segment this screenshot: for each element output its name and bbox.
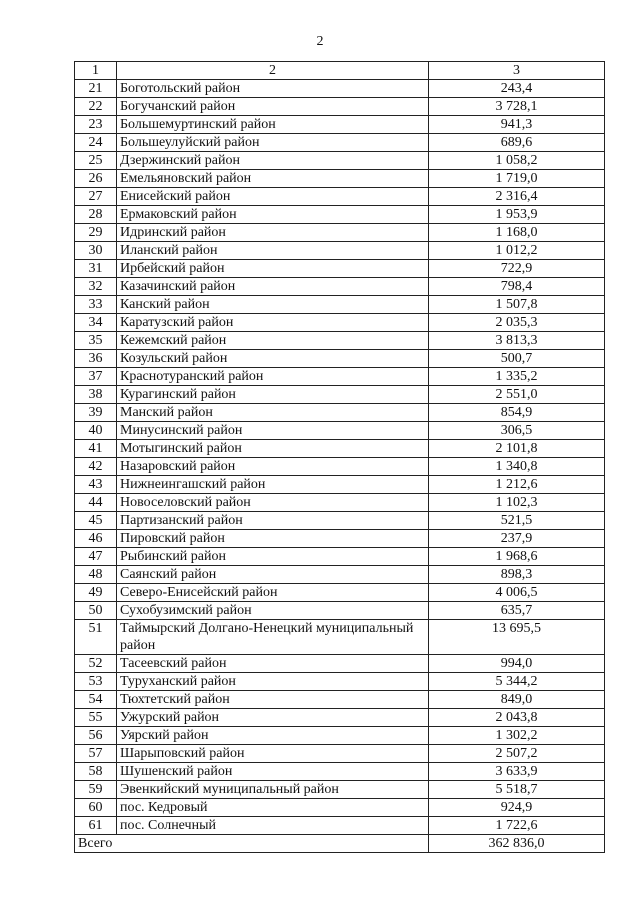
row-value: 849,0 [429, 691, 605, 709]
table-row [75, 458, 605, 476]
row-number: 25 [75, 152, 117, 170]
row-name: Канский район [117, 296, 429, 314]
row-number: 41 [75, 440, 117, 458]
row-value: 1 968,6 [429, 548, 605, 566]
row-name: пос. Солнечный [117, 817, 429, 835]
row-number: 60 [75, 799, 117, 817]
row-name: Шарыповский район [117, 745, 429, 763]
table-row [75, 242, 605, 260]
row-value: 2 043,8 [429, 709, 605, 727]
header-row [75, 62, 605, 80]
row-value: 521,5 [429, 512, 605, 530]
table-row [75, 332, 605, 350]
row-value: 1 722,6 [429, 817, 605, 835]
row-name: Назаровский район [117, 458, 429, 476]
row-value: 237,9 [429, 530, 605, 548]
row-value: 722,9 [429, 260, 605, 278]
row-number: 22 [75, 98, 117, 116]
row-value: 924,9 [429, 799, 605, 817]
row-number: 42 [75, 458, 117, 476]
table-row [75, 152, 605, 170]
row-number: 24 [75, 134, 117, 152]
table-row [75, 530, 605, 548]
row-name: Партизанский район [117, 512, 429, 530]
row-name: Большеулуйский район [117, 134, 429, 152]
row-number: 34 [75, 314, 117, 332]
table-row [75, 727, 605, 745]
row-name: Кежемский район [117, 332, 429, 350]
row-name: Новоселовский район [117, 494, 429, 512]
row-value: 13 695,5 [429, 620, 605, 655]
row-number: 50 [75, 602, 117, 620]
table-row [75, 170, 605, 188]
row-number: 52 [75, 655, 117, 673]
header-col-3: 3 [429, 62, 605, 80]
row-name: Туруханский район [117, 673, 429, 691]
row-value: 2 551,0 [429, 386, 605, 404]
row-number: 51 [75, 620, 117, 655]
row-number: 32 [75, 278, 117, 296]
row-name: Иланский район [117, 242, 429, 260]
table-row [75, 98, 605, 116]
row-value: 3 813,3 [429, 332, 605, 350]
total-row [75, 835, 605, 853]
row-name: Краснотуранский район [117, 368, 429, 386]
table-row [75, 440, 605, 458]
row-value: 1 335,2 [429, 368, 605, 386]
row-name: Нижнеингашский район [117, 476, 429, 494]
row-number: 36 [75, 350, 117, 368]
table-row [75, 781, 605, 799]
row-number: 23 [75, 116, 117, 134]
row-name: Пировский район [117, 530, 429, 548]
table-row [75, 350, 605, 368]
row-name: Курагинский район [117, 386, 429, 404]
row-number: 39 [75, 404, 117, 422]
row-value: 2 035,3 [429, 314, 605, 332]
row-number: 26 [75, 170, 117, 188]
row-number: 49 [75, 584, 117, 602]
row-value: 1 168,0 [429, 224, 605, 242]
table-row [75, 763, 605, 781]
row-value: 5 518,7 [429, 781, 605, 799]
table-row [75, 799, 605, 817]
row-number: 47 [75, 548, 117, 566]
table-row [75, 188, 605, 206]
row-number: 27 [75, 188, 117, 206]
table-row [75, 817, 605, 835]
table-row [75, 386, 605, 404]
row-name: Казачинский район [117, 278, 429, 296]
row-number: 37 [75, 368, 117, 386]
row-value: 2 316,4 [429, 188, 605, 206]
total-label: Всего [75, 835, 429, 853]
row-value: 1 340,8 [429, 458, 605, 476]
row-number: 28 [75, 206, 117, 224]
row-value: 1 012,2 [429, 242, 605, 260]
row-value: 898,3 [429, 566, 605, 584]
table-row [75, 709, 605, 727]
row-name: Сухобузимский район [117, 602, 429, 620]
row-number: 48 [75, 566, 117, 584]
row-name: Ужурский район [117, 709, 429, 727]
row-number: 54 [75, 691, 117, 709]
row-value: 500,7 [429, 350, 605, 368]
row-number: 38 [75, 386, 117, 404]
row-number: 56 [75, 727, 117, 745]
total-value: 362 836,0 [429, 835, 605, 853]
row-name: Идринский район [117, 224, 429, 242]
row-name: Минусинский район [117, 422, 429, 440]
row-number: 61 [75, 817, 117, 835]
row-value: 1 212,6 [429, 476, 605, 494]
row-value: 1 302,2 [429, 727, 605, 745]
row-value: 5 344,2 [429, 673, 605, 691]
table-row [75, 278, 605, 296]
table-body [75, 80, 605, 835]
row-value: 854,9 [429, 404, 605, 422]
table-row [75, 404, 605, 422]
row-name: Енисейский район [117, 188, 429, 206]
row-value: 1 102,3 [429, 494, 605, 512]
row-value: 798,4 [429, 278, 605, 296]
row-number: 40 [75, 422, 117, 440]
row-value: 3 633,9 [429, 763, 605, 781]
table-row [75, 745, 605, 763]
table-row [75, 602, 605, 620]
table-row [75, 673, 605, 691]
allocation-table [74, 61, 605, 853]
row-name: Саянский район [117, 566, 429, 584]
row-number: 21 [75, 80, 117, 98]
table-row [75, 566, 605, 584]
row-name: Таймырский Долгано-Ненецкий муниципальный район [117, 620, 429, 655]
row-value: 994,0 [429, 655, 605, 673]
row-number: 33 [75, 296, 117, 314]
row-name: Шушенский район [117, 763, 429, 781]
table-row [75, 655, 605, 673]
row-value: 635,7 [429, 602, 605, 620]
row-value: 689,6 [429, 134, 605, 152]
table-row [75, 620, 605, 655]
row-name: Дзержинский район [117, 152, 429, 170]
header-col-1: 1 [75, 62, 117, 80]
row-name: Большемуртинский район [117, 116, 429, 134]
table-row [75, 476, 605, 494]
row-name: Богучанский район [117, 98, 429, 116]
row-number: 58 [75, 763, 117, 781]
row-name: Ермаковский район [117, 206, 429, 224]
row-name: Емельяновский район [117, 170, 429, 188]
row-number: 55 [75, 709, 117, 727]
row-value: 941,3 [429, 116, 605, 134]
row-name: Тасеевский район [117, 655, 429, 673]
row-number: 53 [75, 673, 117, 691]
row-value: 1 507,8 [429, 296, 605, 314]
table-row [75, 548, 605, 566]
row-name: Ирбейский район [117, 260, 429, 278]
row-name: Боготольский район [117, 80, 429, 98]
row-number: 35 [75, 332, 117, 350]
table-row [75, 422, 605, 440]
row-name: Северо-Енисейский район [117, 584, 429, 602]
row-value: 1 058,2 [429, 152, 605, 170]
row-value: 3 728,1 [429, 98, 605, 116]
row-number: 57 [75, 745, 117, 763]
table-row [75, 368, 605, 386]
row-number: 44 [75, 494, 117, 512]
row-value: 2 101,8 [429, 440, 605, 458]
table-row [75, 494, 605, 512]
table-row [75, 80, 605, 98]
row-name: Каратузский район [117, 314, 429, 332]
row-number: 45 [75, 512, 117, 530]
table-row [75, 512, 605, 530]
table-row [75, 224, 605, 242]
table-row [75, 134, 605, 152]
row-value: 1 719,0 [429, 170, 605, 188]
row-name: Тюхтетский район [117, 691, 429, 709]
row-number: 43 [75, 476, 117, 494]
table-row [75, 691, 605, 709]
table-row [75, 314, 605, 332]
row-number: 31 [75, 260, 117, 278]
row-value: 4 006,5 [429, 584, 605, 602]
table-row [75, 584, 605, 602]
row-name: Козульский район [117, 350, 429, 368]
row-number: 29 [75, 224, 117, 242]
row-value: 1 953,9 [429, 206, 605, 224]
row-number: 59 [75, 781, 117, 799]
table-row [75, 260, 605, 278]
row-value: 243,4 [429, 80, 605, 98]
table-row [75, 116, 605, 134]
row-number: 46 [75, 530, 117, 548]
row-number: 30 [75, 242, 117, 260]
page-number: 2 [316, 34, 324, 49]
table-row [75, 296, 605, 314]
row-name: Манский район [117, 404, 429, 422]
row-value: 306,5 [429, 422, 605, 440]
row-name: Мотыгинский район [117, 440, 429, 458]
row-value: 2 507,2 [429, 745, 605, 763]
row-name: Рыбинский район [117, 548, 429, 566]
row-name: пос. Кедровый [117, 799, 429, 817]
row-name: Эвенкийский муниципальный район [117, 781, 429, 799]
row-name: Уярский район [117, 727, 429, 745]
header-col-2: 2 [117, 62, 429, 80]
table-row [75, 206, 605, 224]
